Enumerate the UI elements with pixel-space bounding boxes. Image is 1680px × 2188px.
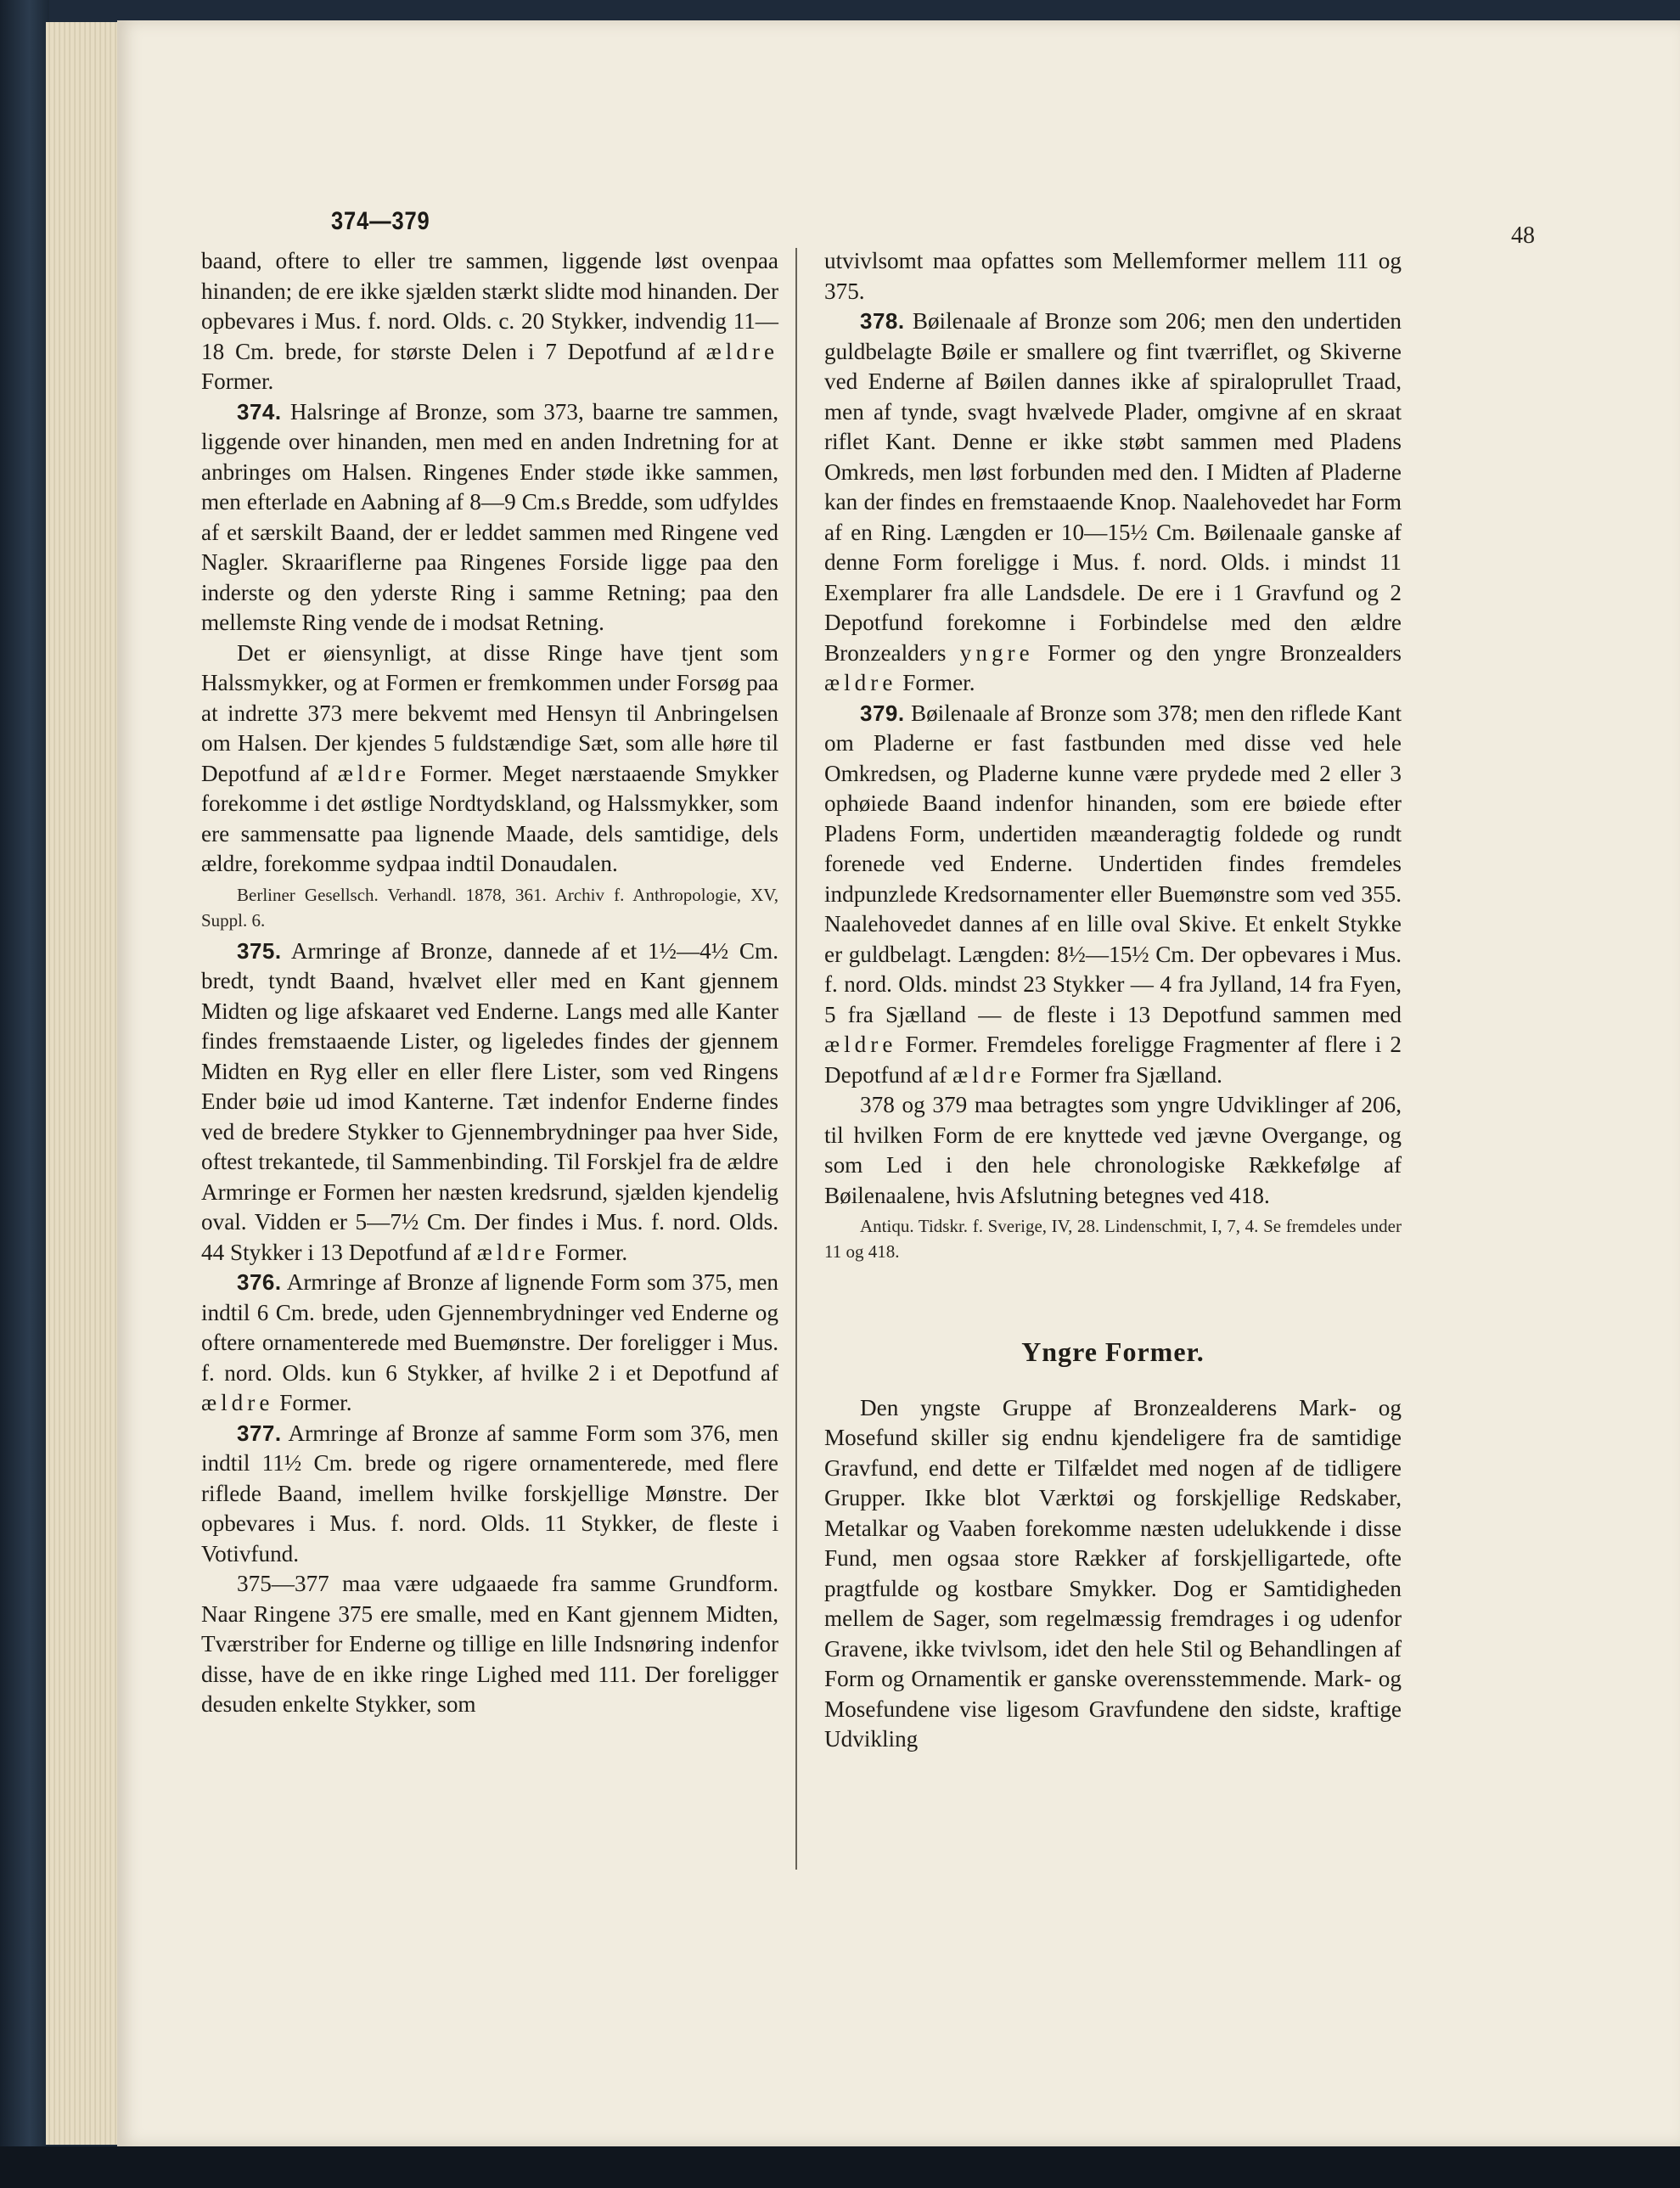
text-run: Former og den yngre Bronzealders [1047,639,1402,666]
entry-number: 375. [237,937,282,964]
entry-number: 374. [237,398,282,425]
entry-text: Halsringe af Bronze, som 373, baarne tre sammen, liggende over hinanden, men med en anden Indretning for at anbringes om Halsen. Ringenes Ender støde ikke sammen, men efterlade en Aabning af 8—9 Cm.s Bredde, som udfyldes af et særskilt Baand, der er leddet sammen med Ringene ved Nagler. Skraariflerne paa Ringenes Forside ligge paa den inderste og den yderste Ring i samme Retning; paa den mellemste Ring vende de i modsat Retning. [201,398,778,635]
text-run: baand, oftere to eller tre sammen, liggende løst ovenpaa hinanden; de ere ikke sjælden stærkt slidte mod hinanden. Der opbevares i Mus. f. nord. Olds. c. 20 Stykker, indvendig 11—18 Cm. brede, for største Delen i 7 Depotfund af [201,248,778,364]
text-run: Former. [201,368,274,394]
entry-374 [201,397,778,638]
entry-number: 379. [860,700,905,726]
spaced-text: yngre [959,639,1034,666]
entry-number: 377. [237,1420,282,1446]
entry-377 [201,1419,778,1570]
paragraph-continued: utvivlsomt maa opfattes som Mellemformer mellem 111 og 375. [824,248,1402,304]
entry-376 [201,1268,778,1419]
book-cover-left [0,0,49,2188]
paragraph-det [201,638,778,880]
entry-text: Bøilenaale af Bronze som 206; men den undertiden guldbelagte Bøile er smallere og fint tværriflet, og Skiverne ved Enderne af Bøilen dannes ikke af spiraloprullet Traad, men af tynde, svagt hvælvede Plader, omgivne af en skraat riflet Kant. Denne er ikke støbt sammen med Pladens Omkreds, men løst forbunden med den. I Midten af Pladerne kan der findes en fremstaaende Knop. Naalehovedet har Form af en Ring. Længden er 10—15½ Cm. Bøilenaale ganske af denne Form foreligge i Mus. f. nord. Olds. i mindst 11 Exemplarer fra alle Landsdele. De ere i 1 Gravfund og 2 Depotfund forekomne i Forbindelse med den ældre Bronzealders [824,308,1402,666]
spaced-text: ældre [952,1061,1025,1088]
spaced-text: ældre [824,670,897,695]
right-text-column [824,246,1402,1755]
section-heading: Yngre Former. [1021,1336,1205,1367]
entry-range-header: 374—379 [331,207,430,235]
text-run: Former. [902,670,975,695]
spaced-text: ældre [201,1390,274,1415]
entry-text: Bøilenaale af Bronze som 378; men den riflede Kant om Pladerne er fast fastbunden med disse ved hele Omkredsen, og Pladerne kunne være prydede med 2 eller 3 ophøiede Baand indenfor hinanden, som ere bøiede efter Pladens Form, undertiden mæanderagtig foldede og rundt forenede ved Enderne. Undertiden findes fremdeles indpunzlede Kredsornamenter eller Buemønstre som ved 355. Naalehovedet dannes af en lille oval Skive. Et enkelt Stykke er guldbelagt. Længden: 8½—15½ Cm. Der opbevares i Mus. f. nord. Olds. mindst 23 Stykker — 4 fra Jylland, 14 fra Fyen, 5 fra Sjælland — de fleste i 13 Depotfund sammen med [824,700,1402,1027]
left-text-column [201,246,778,1720]
book-cover-bottom [0,2146,1680,2188]
paragraph-continued [201,246,778,397]
column-divider [795,248,797,1870]
spaced-text: ældre [337,760,411,786]
entry-number: 376. [237,1269,282,1295]
paragraph-378-379: 378 og 379 maa betragtes som yngre Udviklinger af 206, til hvilken Form de ere knyttede ved jævne Overgange, og som Led i den hele chronologiske Rækkefølge af Bøilenaalene, hvis Afslutning betegnes ved 418. [824,1092,1402,1208]
reference-note: Berliner Gesellsch. Verhandl. 1878, 361. Archiv f. Anthropologie, XV, Suppl. 6. [201,884,778,931]
text-run: Former fra Sjælland. [1031,1061,1222,1088]
page-edges [46,22,124,2145]
entry-text: Armringe af Bronze af lignende Form som 375, men indtil 6 Cm. brede, uden Gjennembrydninger ved Enderne og oftere ornamenterede med Buemønstre. Der foreligger i Mus. f. nord. Olds. kun 6 Stykker, af hvilke 2 i et Depotfund af [201,1269,778,1386]
text-run: Former. Fremdeles foreligge Fragmenter af flere i 2 Depotfund af [824,1032,1402,1088]
paragraph-375-377: 375—377 maa være udgaaede fra samme Grundform. Naar Ringene 375 ere smalle, med en Kant gjennem Midten, Tværstriber for Enderne og tillige en lille Indsnøring indenfor disse, have de en ikke ringe Lighed med 111. Der foreligger desuden enkelte Stykker, som [201,1571,778,1717]
entry-text: Armringe af Bronze af samme Form som 376, men indtil 11½ Cm. brede og rigere ornamenterede, med flere riflede Baand, imellem hvilke forskjellige Mønstre. Der opbevares i Mus. f. nord. Olds. 11 Stykker, de fleste i Votivfund. [201,1420,778,1566]
text-run: Former. [554,1239,628,1265]
spaced-text: ældre [476,1239,550,1265]
text-run: Former. [279,1390,352,1415]
entry-number: 378. [860,308,905,334]
entry-379 [824,699,1402,1091]
text-run: Former. Meget nærstaaende Smykker forekomme i det østlige Nordtydskland, og Halssmykker, som ere sammensatte paa lignende Maade, dels samtidige, dels ældre, forekomme sydpaa indtil Donaudalen. [201,760,778,876]
paragraph-yngste: Den yngste Gruppe af Bronzealderens Mark- og Mosefund skiller sig endnu kjendeligere fra de samtidige Gravfund, end dette er Tilfældet med nogen af de tidligere Grupper. Ikke blot Værktøi og forskjellige Redskaber, Metalkar og Vaaben forekomme næsten udelukkende i disse Fund, men ogsaa store Rækker af forskjelligartede, ofte pragtfulde og kostbare Smykker. Dog er Samtidigheden mellem de Sager, som regelmæssig fremdrages i og udenfor Gravene, ikke tvivlsom, idet den hele Stil og Behandlingen af Form og Ornamentik er ganske overensstemmende. Mark- og Mosefundene vise ligesom Gravfundene den sidste, kraftige Udvikling [824,1394,1402,1752]
entry-375 [201,937,778,1268]
text-run: Det er øiensynligt, at disse Ringe have tjent som Halssmykker, og at Formen er fremkommen under Forsøg paa at indrette 373 mere bekvemt med Hensyn til Anbringelsen om Halsen. Der kjendes 5 fuldstændige Sæt, som alle høre til Depotfund af [201,639,778,786]
reference-note: Antiqu. Tidskr. f. Sverige, IV, 28. Lindenschmit, I, 7, 4. Se fremdeles under 11 og 418. [824,1216,1402,1262]
page-number: 48 [1511,222,1535,249]
entry-378 [824,307,1402,699]
spaced-text: ældre [824,1032,897,1057]
spaced-text: ældre [705,338,779,364]
entry-text: Armringe af Bronze, dannede af et 1½—4½ Cm. bredt, tyndt Baand, hvælvet eller med en Kant gjennem Midten og lige afskaaret ved Enderne. Langs med alle Kanter findes fremstaaende Lister, og ligeledes findes der gjennem Midten en Ryg eller en eller flere Lister, som ved Ringens Ender bøie ud imod Kanterne. Tæt indenfor Enderne findes ved de bredere Stykker to Gjennembrydninger paa hver Side, oftest trekantede, til Sammenbinding. Til Forskjel fra de ældre Armringe er Formen her næsten kredsrund, sjælden kjendelig oval. Vidden er 5—7½ Cm. Der findes i Mus. f. nord. Olds. 44 Stykker i 13 Depotfund af [201,937,778,1265]
